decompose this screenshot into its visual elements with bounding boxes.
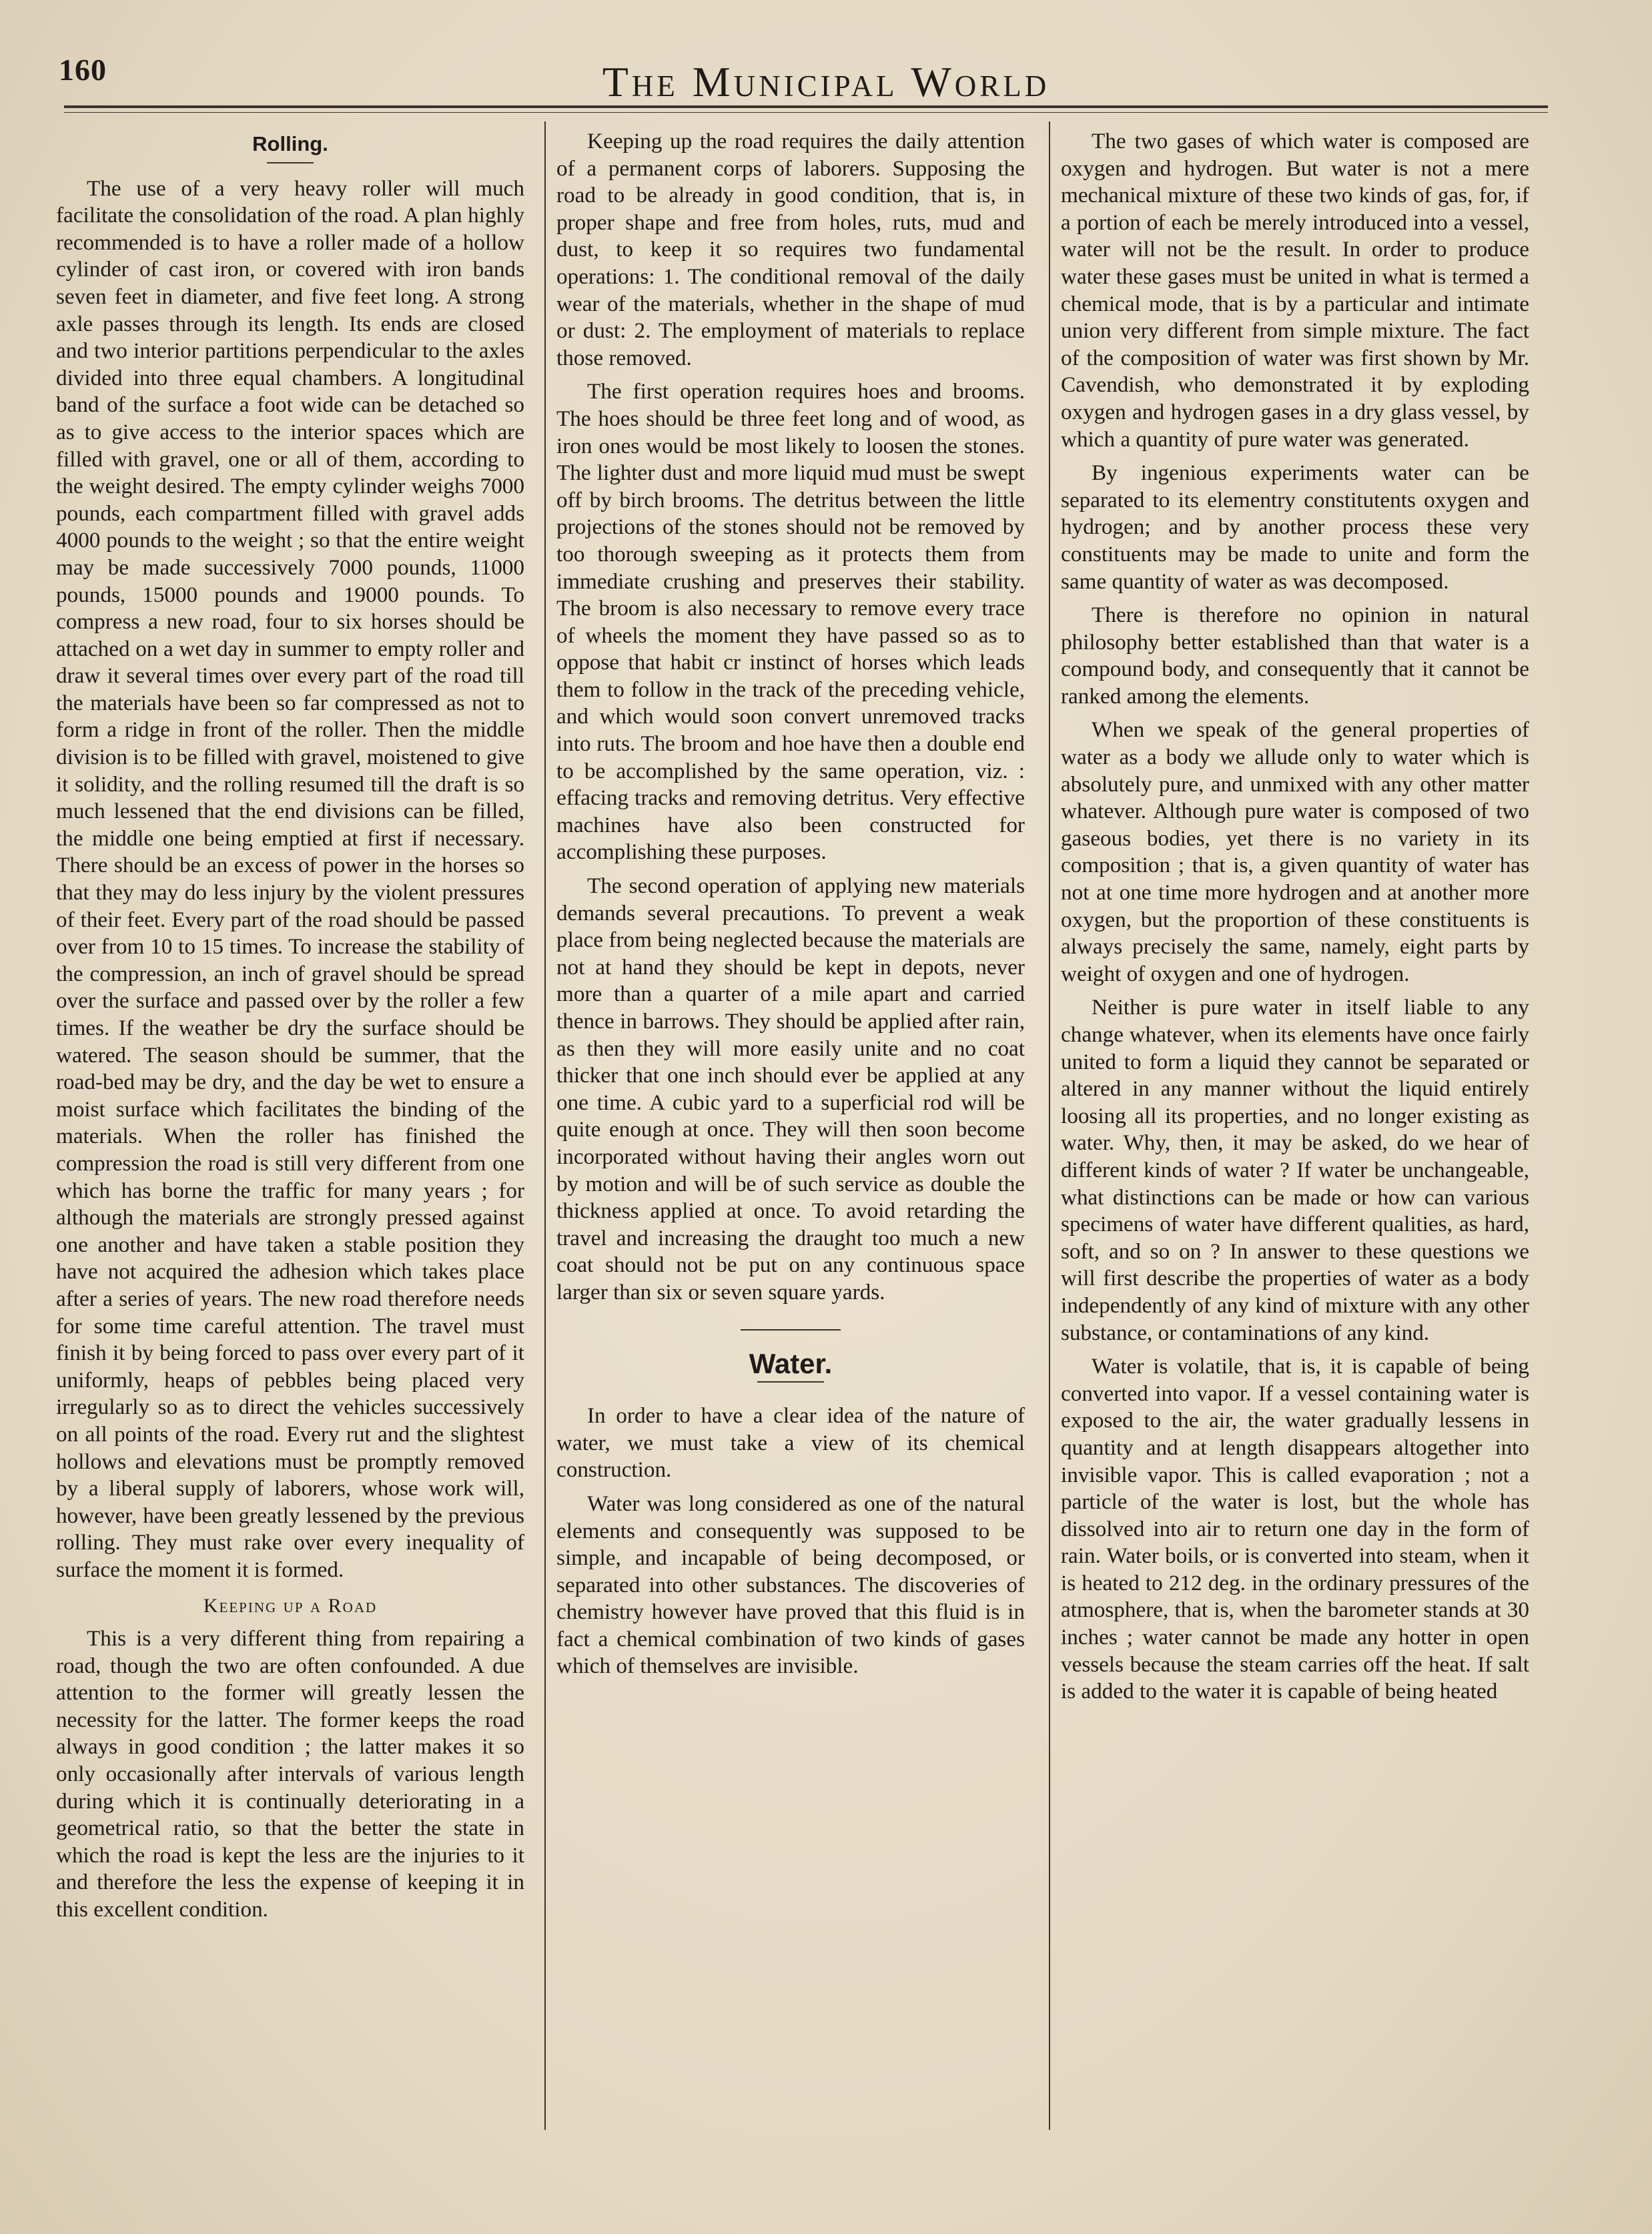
heading-rule [757,1381,824,1383]
page-number: 160 [59,53,107,87]
water-paragraph: Water was long considered as one of the natural elements and consequently was supposed to be simple, and incapable of being decomposed, or separated into other substances. The discoveries of chemistry however have proved that this fluid is in fact a chemical combination of two kinds of gases which of themselves are invisible. [556,1491,1025,1679]
water-paragraph: In order to have a clear idea of the nature of water, we must take a view of its chemical construction. [556,1403,1025,1483]
water-paragraph: By ingenious experiments water can be separated to its elementry constitutents oxygen and hydrogen; and by another process these very constituents may be made to unite and form the same quantity of water as was decomposed. [1061,460,1529,594]
keeping-subheading: Keeping up a Road [203,1595,378,1617]
water-heading: Water. [749,1347,833,1379]
water-paragraph: The two gases of which water is composed are oxygen and hydrogen. But water is not a mere mechanical mixture of these two kinds of gas, for, if a portion of each be merely introduced into a vessel, water will not be the result. In order to produce water these gases must be united in what is termed a chemical mode, that is by a particular and intimate union very different from simple mixture. The fact of the composition of water was first shown by Mr. Cavendish, who demonstrated it by exploding oxygen and hydrogen gases in a dry glass vessel, by which a quantity of pure water was generated. [1061,129,1529,452]
header-rule [64,105,1548,113]
column-1 [56,128,524,2143]
keeping-paragraph: Keeping up the road requires the daily attention of a permanent corps of laborers. Supposing the road to be already in good condition, that is, in proper shape and free from holes, ruts, mud and dust, to keep it so requires two fundamental operations: 1. The conditional removal of the daily wear of the materials, whether in the shape of mud or dust: 2. The employment of materials to replace those removed. [556,129,1025,370]
column-3 [1061,128,1529,2143]
keeping-paragraph: The second operation of applying new materials demands several precautions. To prevent a weak place from being neglected because the materials are not at hand they should be kept in depots, never more than a quarter of a mile apart and carried thence in barrows. They should be applied after rain, as then they will more easily unite and no coat thicker that one inch should ever be applied at any one time. A cubic yard to a superficial rod will be quite enough at once. They will then soon become incorporated without having their angles worn out by motion and will be of such service as double the thickness applied at once. To avoid retarding the travel and increasing the draught too much a new coat should not be put on any continuous space larger than six or seven square yards. [556,873,1025,1305]
heading-rule [267,162,314,163]
water-paragraph: There is therefore no opinion in natural philosophy better established than that water is a compound body, and consequently that it cannot be ranked among the elements. [1061,603,1529,709]
running-head: The Municipal World [602,58,1050,105]
column-2 [556,128,1025,2143]
rolling-paragraph: The use of a very heavy roller will much facilitate the consolidation of the road. A plan highly recommended is to have a roller made of a hollow cylinder of cast iron, or covered with iron bands seven feet in diameter, and five feet long. A strong axle passes through its length. Its ends are closed and two interior partitions perpendicular to the axles divided into three equal chambers. A longitudinal band of the surface a foot wide can be detached so as to give access to the interior spaces which are filled with gravel, one or all of them, according to the weight desired. The empty cylinder weighs 7000 pounds, each compartment filled with gravel adds 4000 pounds to the weight ; so that the entire weight may be made successively 7000 pounds, 11000 pounds, 15000 pounds and 19000 pounds. To compress a new road, four to six horses should be attached on a wet day in summer to empty roller and draw it several times over every part of the road till the materials have been so far compressed as not to form a ridge in front of the roller. Then the middle division is to be filled with gravel, moistened to give it solidity, and the rolling resumed till the draft is so much lessened that the end divisions can be filled, the middle one being emptied at first if necessary. There should be an excess of power in the horses so that they may do less injury by the violent pressures of their feet. Every part of the road should be passed over from 10 to 15 times. To increase the stability of the compression, an inch of gravel should be spread over the surface and passed over by the roller a few times. If the weather be dry the surface should be watered. The season should be summer, that the road-bed may be dry, and the day be wet to ensure a moist surface which facilitates the binding of the materials. When the roller has finished the compression the road is still very different from one which has borne the traffic for many years ; for although the materials are strongly pressed against one another and have taken a stable position they have not acquired the adhesion which takes place after a series of years. The new road therefore needs for some time careful attention. The travel must finish it by being forced to pass over every part of it uniformly, heaps of pebbles being placed very irregularly so as to direct the vehicles successively on all points of the road. Every rut and the slightest hollows and elevations must be promptly removed by a liberal supply of laborers, whose work will, however, have been greatly lessened by the previous rolling. They must rake over every inequality of surface the moment it is formed. [56,175,524,1582]
column-divider [544,121,546,2130]
keeping-paragraph: The first operation requires hoes and brooms. The hoes should be three feet long and of wood, as iron ones would be most likely to loosen the stones. The lighter dust and more liquid mud must be swept off by birch brooms. The detritus between the little projections of the stones should not be removed by too thorough sweeping as it protects them from immediate crushing and preserves their stability. The broom is also necessary to remove every trace of wheels the moment they have passed so as to oppose that habit cr instinct of horses which leads them to follow in the track of the preceding vehicle, and which would soon convert unremoved tracks into ruts. The broom and hoe have then a double end to be accomplished by the same operation, viz. : effacing tracks and removing detritus. Very effective machines have also been constructed for accomplishing these purposes. [556,379,1025,865]
water-paragraph: Water is volatile, that is, it is capable of being converted into vapor. If a vessel containing water is exposed to the air, the water gradually lessens in quantity and at length disappears altogether into invisible vapor. This is called evaporation ; not a particle of the water is lost, but the whole has dissolved into air to return one day in the form of rain. Water boils, or is converted into steam, when it is heated to 212 deg. in the ordinary pressures of the atmosphere, that is, when the barometer stands at 30 inches ; water cannot be made any hotter in open vessels because the steam carries off the heat. If salt is added to the water it is capable of being heated [1061,1354,1529,1704]
rolling-heading: Rolling. [252,132,328,155]
water-paragraph: When we speak of the general properties of water as a body we allude only to water which is absolutely pure, and unmixed with any other matter whatever. Although pure water is composed of two gaseous bodies, yet there is no variety in its composition ; that is, a given quantity of water has not at one time more hydrogen and at another more oxygen, but the proportion of these constituents is always precisely the same, namely, eight parts by weight of oxygen and one of hydrogen. [1061,717,1529,986]
section-separator [741,1329,841,1331]
water-paragraph: Neither is pure water in itself liable to any change whatever, when its elements have once fairly united to form a liquid they cannot be separated or altered in any manner without the liquid entirely loosing all its properties, and no longer existing as water. Why, then, it may be asked, do we hear of different kinds of water ? If water be unchangeable, what distinctions can be made or how can various specimens of water have different qualities, as hard, soft, and so on ? In answer to these questions we will first describe the properties of water as a body independently of any kind of mixture with any other substance, or contaminations of any kind. [1061,995,1529,1345]
column-divider [1049,121,1050,2130]
keeping-paragraph: This is a very different thing from repairing a road, though the two are often confounded. A due attention to the former will greatly lessen the necessity for the latter. The former keeps the road always in good condition ; the latter makes it so only occasionally after intervals of various length during which it is continually deteriorating in a geometrical ratio, so that the better the state in which the road is kept the less are the injuries to it and therefore the less the expense of keeping it in this excellent condition. [56,1626,524,1922]
